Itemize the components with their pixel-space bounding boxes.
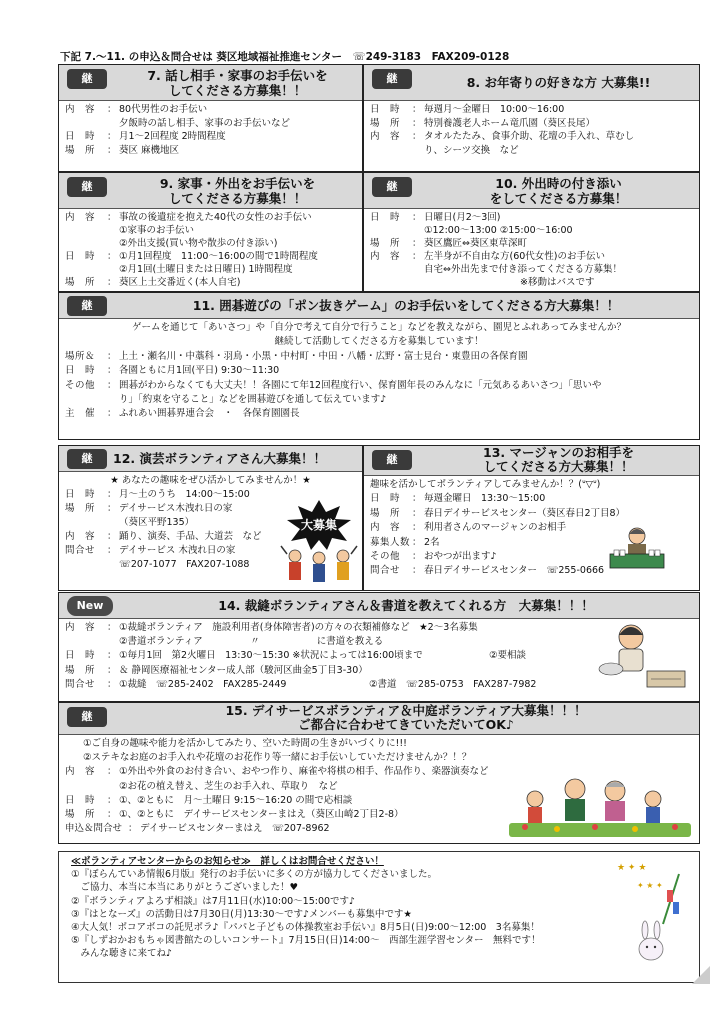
- content-detail: 夕飯時の話し相手、家事のお手伝いなど: [119, 117, 291, 129]
- section-9-title-band: [59, 173, 362, 209]
- content-value: タオルたたみ、食事介助、花壇の手入れ、草むし: [424, 131, 635, 143]
- label-datetime: 日 時: [65, 131, 96, 143]
- nursery-list: 上土・瀬名川・中藁科・羽鳥・小黒・中村町・中田・八幡・広野・富士見台・東豊田の各保育園: [119, 350, 528, 362]
- section-8-title-band: [364, 65, 699, 101]
- section-11-title: 11. 囲碁遊びの「ポン抜きゲーム」のお手伝いをしてくださる方大募集！！: [192, 298, 620, 313]
- section-10-title: 10. 外出時の付き添い をしてくださる方募集！: [489, 176, 628, 206]
- section-9-title: 9. 家事・外出をお手伝いを してくださる方募集！！: [159, 176, 316, 206]
- section-13-title: 13. マージャンのお相手を してくださる方大募集！！: [483, 445, 634, 474]
- performers-illustration: [277, 498, 361, 588]
- section-11-intro: ゲームを通じて「あいさつ」や「自分で考えて自分で行うこと」などを教えながら、園児とふれあってみませんか？: [132, 322, 626, 333]
- continue-badge: 継: [67, 177, 107, 197]
- continue-badge: 継: [372, 450, 412, 470]
- family-garden-illustration: [505, 773, 695, 843]
- section-14: New 14. 裁縫ボランティアさん＆書道を教えてくれる方 大募集！！！ 内 容 ： ①裁縫ボランティア 施設利用者(身体障害者)の方々の衣類補修など ★2～3名募集 ②書道ボランティア 〃 に書道を教える 日 時 ： ①毎月1回 第2火曜日 13:30～15:30 ※状況によっては16:00頃まで ②要相談 場 所 ： ＆ 静岡医療福祉センター成人部（駿河区曲金5丁目3-30） 問合せ ： ①裁縫 ☏285-2402 FAX285-2449 ②書道 ☏285-0753 FAX287-7982: [58, 592, 700, 702]
- notice-line: ご協力、本当に本当にありがとうございました！♥: [71, 882, 299, 894]
- datetime-value: 月1～2回程度 2時間程度: [119, 131, 226, 143]
- volunteer-center-notice: [58, 851, 700, 983]
- mahjong-illustration: [602, 524, 672, 574]
- page-header: 下記 7.～11. の申込＆問合せは 葵区地域福祉推進センター ☏249-3183 FAX209-0128: [60, 51, 510, 63]
- notice-line: ⑤『しずおかおもちゃ図書館たのしいコンサート』7月15日(日)14:00～ 西部生涯学習センター 無料です！: [71, 935, 541, 947]
- section-13-title-band: [364, 446, 699, 476]
- section-10: 継 10. 外出時の付き添い をしてくださる方募集！ 日 時 ： 日曜日(月2～3回) ①12:00～13:00 ②15:00～16:00 場 所 ： 葵区鷹匠⇔葵区東草深町 内 容 ： 左半身が不自由な方(60代女性)のお手伝い 自宅⇔外出先まで付き添ってくださる方募集！ ※移動はバスです: [363, 172, 700, 292]
- notice-line: ③『はとなーズ』の活動日は7月30日(月)13:30～です♪メンバーも募集中です★: [71, 908, 412, 920]
- section-8-title: 8. お年寄りの好きな方 大募集!!: [466, 75, 651, 90]
- section-15-title-band: [59, 703, 699, 735]
- section-12-title: 12. 演芸ボランティアさん大募集！！: [113, 451, 326, 466]
- label-place: 場 所: [65, 144, 96, 156]
- section-10-title-band: [364, 173, 699, 209]
- section-14-title: 14. 裁縫ボランティアさん＆書道を教えてくれる方 大募集！！！: [218, 598, 594, 613]
- continue-badge: 継: [67, 296, 107, 316]
- section-7-title-band: [59, 65, 362, 101]
- datetime-value: 毎週月～金曜日 10:00～16:00: [424, 104, 565, 115]
- notice-line: みんな聴きに来てね♪: [71, 948, 173, 960]
- section-11: 継 11. 囲碁遊びの「ポン抜きゲーム」のお手伝いをしてくださる方大募集！！ ゲームを通じて「あいさつ」や「自分で考えて自分で行うこと」などを教えながら、園児とふれあってみませんか？ 継続して活動してくださる方を募集しています！ 場所＆ ： 上土・瀬名川・中藁科・羽鳥・小黒・中村町・中田・八幡・広野・富士見台・東豊田の各保育園 日 時 ： 各園ともに月1回(平日) 9:30～11:30 その他 ： 囲碁がわからなくても大丈夫！！各園にて年12回程度行い、保育園年長のみんなに「元気あるあいさつ」「思いや り」「約束を守ること」などを囲碁遊びを通して伝えています♪ 主 催 ： ふれあい囲碁界連合会 ・ 各保育園園長: [58, 292, 700, 440]
- section-15: 継 15. デイサービスボランティア＆中庭ボランティア大募集！！！ ご都合に合わせてきていただいてOK♪ ①ご自身の趣味や能力を活かしてみたり、空いた時間の生きがいづくりに!!! ②ステキなお庭のお手入れや花壇のお花作り等一緒にお手伝いしていただけませんか？！？ 内 容 ： ①外出や外食のお付き合い、おやつ作り、麻雀や将棋の相手、作品作り、楽器演奏など ②お花の植え替え、芝生のお手入れ、草取り など 日 時 ： ①、②ともに 月～土曜日 9:15～16:20 の間で応相談 場 所 ： ①、②ともに デイサービスセンターまはえ（葵区山崎2丁目2-8） 申込＆問合せ ： デイサービスセンターまはえ ☏207-8962: [58, 702, 700, 844]
- svg-text:✦ ★ ✦: ✦ ★ ✦: [637, 881, 663, 890]
- notice-title: ≪ボランティアセンターからのお知らせ≫ 詳しくはお問合せください！: [71, 856, 384, 867]
- continue-badge: 継: [67, 707, 107, 727]
- section-11-title-band: [59, 293, 699, 319]
- new-badge: New: [67, 596, 113, 616]
- content-value: 80代男性のお手伝い: [119, 104, 208, 115]
- continue-badge: 継: [372, 177, 412, 197]
- place-value: 葵区 麻機地区: [119, 144, 180, 156]
- tanabata-rabbit-illustration: [607, 854, 695, 974]
- section-9: 継 9. 家事・外出をお手伝いを してくださる方募集！！ 内 容 ： 事故の後遺症を抱えた40代の女性のお手伝い ①家事のお手伝い ②外出支援(買い物や散歩の付き添い) 日 時 ： ①月1回程度 11:00～16:00の間で1時間程度 ②月1回(土曜日または日曜日) 1時間程度 場 所 ： 葵区上土交番近く(本人自宅): [58, 172, 363, 292]
- section-14-title-band: [59, 593, 699, 619]
- section-12-title-band: [59, 446, 362, 472]
- section-13: 継 13. マージャンのお相手を してくださる方大募集！！ 趣味を活かしてボランティアしてみませんか！？(ᐡ▽ᐡ) 日 時 ： 毎週金曜日 13:30～15:00 場 所 ： 春日デイサービスセンター（葵区春日2丁目8） 内 容 ： 利用者さんのマージャンのお相手 募集人数 ： 2名 その他 ： おやつが出ます♪ 問合せ ： 春日デイサービスセンター ☏255-0666: [363, 445, 700, 591]
- section-8: 継 8. お年寄りの好きな方 大募集!! 日 時 ： 毎週月～金曜日 10:00～16:00 場 所 ： 特別養護老人ホーム竜爪園（葵区長尾） 内 容 ： タオルたたみ、食事介助、花壇の手入れ、草むし り、シーツ交換 など: [363, 64, 700, 172]
- section-7: 継 7. 話し相手・家事のお手伝いを してくださる方募集！！ 内 容 ： 80代男性のお手伝い 夕飯時の話し相手、家事のお手伝いなど 日 時 ： 月1～2回程度 2時間程度 場 所 ： 葵区 麻機地区: [58, 64, 363, 172]
- svg-text:★ ✦ ★: ★ ✦ ★: [617, 863, 647, 873]
- page-corner-decoration: [692, 966, 710, 984]
- continue-badge: 継: [67, 69, 107, 89]
- sewing-illustration: [591, 617, 691, 697]
- continue-badge: 継: [67, 449, 107, 469]
- notice-line: ①『ぼらんていあ情報6月版』発行のお手伝いに多くの方が協力してくださいました。: [71, 869, 438, 881]
- continue-badge: 継: [372, 69, 412, 89]
- recruit-stamp: 大募集: [300, 518, 338, 532]
- notice-line: ②『ボランティアよろず相談』は7月11日(水)10:00～15:00です♪: [71, 895, 356, 907]
- place-value: 特別養護老人ホーム竜爪園（葵区長尾）: [424, 117, 596, 129]
- notice-line: ④大人気！ボコアボコの託児ボラ♪『パパと子どもの体操教室お手伝い』8月5日(日)9:00～12:00 3名募集！: [71, 922, 540, 934]
- section-7-title: 7. 話し相手・家事のお手伝いを してくださる方募集！！: [147, 68, 328, 98]
- section-12: 継 12. 演芸ボランティアさん大募集！！ ★ あなたの趣味をぜひ活かしてみませんか！★ 日 時 ： 月～土のうち 14:00～15:00 場 所 ： デイサービス木洩れ日の家 （葵区平野135） 内 容 ： 踊り、演奏、手品、大道芸 など 問合せ ： デイサービス 木洩れ日の家 ☏207-1077 FAX207-1088 大募集: [58, 445, 363, 591]
- label-content: 内 容: [65, 104, 96, 115]
- section-15-title: 15. デイサービスボランティア＆中庭ボランティア大募集！！！ ご都合に合わせてきていただいてOK♪: [225, 703, 587, 732]
